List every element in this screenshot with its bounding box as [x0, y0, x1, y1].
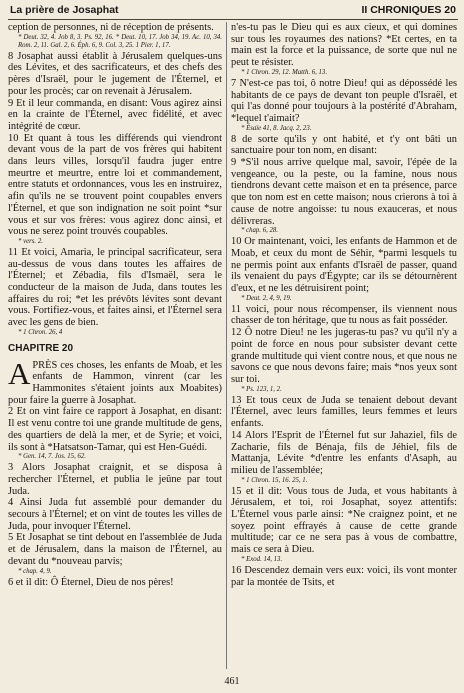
verse-text: 9 Et il leur commanda, en disant: Vous agirez ainsi en la crainte de l'Éternel, avec fidélité, et avec intégrité de cœur.: [8, 97, 222, 132]
verse-text: 10 Or maintenant, voici, les enfants de Hammon et de Moab, et ceux du mont de Séhir, *parmi lesquels tu ne permis point aux enfants d'Israël de passer, quand ils venaient du pays d'Égypte; car ils se détournèrent d'eux, et ne les détruisirent point;: [231, 236, 457, 295]
verse-text: 6 et il dit: Ô Éternel, Dieu de nos pères!: [8, 576, 174, 588]
page-number: 461: [224, 676, 240, 687]
verse-text: 15 et il dit: Vous tous de Juda, et vous habitants à Jérusalem, et toi, roi Josaphat, soyez attentifs: L'Éternel vous parle ainsi: *Ne craignez point, et ne soyez point effrayés à cause de cette grande multitude; car ce ne sera pas à vous de combattre, mais ce sera à Dieu.: [231, 485, 457, 556]
verse-text: 3 Alors Josaphat craignit, et se disposa à rechercher l'Éternel, et publia le jeûne par tout Juda.: [8, 462, 222, 497]
right-text-column: [231, 22, 457, 672]
verse-text: 4 Ainsi Juda fut assemblé pour demander du secours à l'Éternel; et on vint de toutes les villes de Juda, pour invoquer l'Éternel.: [8, 497, 222, 532]
verse-paragraph: [8, 577, 222, 589]
header-book-chapter: II CHRONIQUES 20: [361, 4, 456, 16]
column-divider: [226, 22, 227, 669]
cross-reference-note: * Deut. 2, 4, 9, 19.: [241, 294, 292, 302]
verse-paragraph: [8, 497, 222, 532]
verse-paragraph: [231, 78, 457, 125]
verse-text: 8 de sorte qu'ils y ont habité, et t'y ont bâti un sanctuaire pour ton nom, en disant:: [231, 133, 457, 157]
verse-paragraph: [8, 532, 222, 567]
verse-paragraph: [8, 247, 222, 329]
verse-text: 12 Ô notre Dieu! ne les jugeras-tu pas? vu qu'il n'y a point de force en nous pour subsister devant cette grande multitude qui vient contre nous, et que nous ne savons ce que nous devons faire; mais *nos yeux sont sur toi.: [231, 327, 457, 385]
verse-paragraph: [231, 486, 457, 556]
verse-text: 5 Et Josaphat se tint debout en l'assemblée de Juda et de Jérusalem, dans la maison de l'Éternel, au devant du *nouveau parvis;: [8, 532, 222, 567]
verse-text: n'es-tu pas le Dieu qui es aux cieux, et qui domines sur tous les royaumes des nations? *Et certes, en ta main est la force et la puissance, de sorte que nul ne peut te résister.: [231, 22, 457, 69]
verse-paragraph: [231, 134, 457, 157]
cross-reference-note: * chap. 4, 9.: [18, 567, 52, 575]
cross-reference-note: * 1 Chron. 15, 16. 25, 1.: [241, 476, 308, 484]
verse-text: ception de personnes, ni de réception de présents.: [8, 22, 214, 33]
verse-paragraph: [231, 157, 457, 227]
cross-reference-note: * Ésaïe 41, 8. Jacq. 2, 23.: [241, 124, 312, 132]
verse-text: 7 N'est-ce pas toi, ô notre Dieu! qui as dépossédé les habitants de ce pays de devant ton peuple d'Israël, et qui l'as donné pour toujours à la postérité d'Abraham, *lequel t'aimait?: [231, 77, 457, 124]
verse-text: 10 Et quant à tous les différends qui viendront devant vous de la part de vos frères qui habitent dans leurs villes, lorsqu'il faudra juger entre meurtre et meurtre, entre loi et commandement, entre statuts et ordonnances, vous les en instruirez, afin qu'ils ne se trouvent point coupables envers l'Éternel, et que son indignation ne soit point *sur vous et sur vos frères: vous agirez donc ainsi, et vous ne serez point trouvés coupables.: [8, 132, 222, 238]
cross-reference-note: * 1 Chron. 26, 4: [18, 328, 63, 336]
verse-text: 9 *S'il nous arrive quelque mal, savoir, l'épée de la vengeance, ou la peste, ou la famine, nous nous tiendrons devant cette maison et en ta présence, parce que ton nom est en cette maison; nous crierons à toi à cause de notre angoisse: tu nous exauceras, et nous délivreras.: [231, 157, 457, 227]
cross-reference-note: * 1 Chron. 29, 12. Matth. 6, 13.: [241, 68, 328, 76]
verse-text: 2 Et on vint faire ce rapport à Josaphat, en disant: Il est venu contre toi une grande multitude de gens, des quartiers de delà la mer, et de Syrie; et voici, ils sont à *Hatsatson-Tamar, qui est Hen-Guédi.: [8, 406, 222, 453]
verse-paragraph: [8, 462, 222, 497]
header-left-title: La prière de Josaphat: [10, 4, 119, 16]
left-text-column: [8, 22, 222, 672]
verse-paragraph: [8, 51, 222, 98]
verse-paragraph: [231, 304, 457, 327]
verse-paragraph: [8, 22, 222, 34]
drop-cap: A: [8, 355, 31, 391]
verse-text: 14 Alors l'Esprit de l'Éternel fut sur Jahaziel, fils de Zacharie, fils de Bénaja, fils de Jéhiel, fils de Mattanja, Lévite *d'entre les enfants d'Asaph, au milieu de l'assemblée;: [231, 429, 457, 476]
cross-reference-note: * Gen. 14, 7. Jos. 15, 62.: [18, 453, 86, 461]
verse-paragraph: [231, 430, 457, 477]
cross-reference-note: * Exod. 14, 13.: [241, 555, 283, 563]
verse-text: 11 voici, pour nous récompenser, ils viennent nous chasser de ton héritage, que tu nous as fait posséder.: [231, 303, 457, 327]
verse-paragraph: [8, 98, 222, 133]
verse-paragraph: [8, 133, 222, 238]
verse-paragraph: [231, 236, 457, 295]
cross-reference-note: * chap. 6, 28.: [241, 227, 279, 235]
verse-text: 13 Et tous ceux de Juda se tenaient debout devant l'Éternel, avec leurs familles, leurs femmes et leurs enfants.: [231, 394, 457, 430]
running-header: [10, 3, 456, 19]
cross-reference-note: * Deut. 32, 4. Job 8, 3. Ps. 92, 16. * Deut. 10, 17. Job 34, 19. Ac. 10, 34. Rom. 2, 11. Gal. 2, 6. Éph. 6, 9. Col. 3, 25. 1 Pier. 1, 17.: [18, 33, 222, 49]
cross-reference-note: * vers. 2.: [18, 237, 43, 245]
verse-paragraph: [231, 565, 457, 588]
verse-paragraph: [231, 395, 457, 430]
verse-paragraph: [8, 406, 222, 453]
verse-text: 11 Et voici, Amaria, le principal sacrificateur, sera au-dessus de vous dans toutes les affaires de l'Éternel; et Zébadia, fils d'Ismaël, sera le conducteur de la maison de Juda, dans toutes les affaires du roi; *et les prévôts lévites sont devant vous. Fortifiez-vous, et faites ainsi, et l'Éternel sera avec les gens de bien.: [8, 246, 222, 329]
verse-paragraph: [8, 355, 222, 407]
chapter-heading: CHAPITRE 20: [8, 342, 74, 354]
header-rule: [8, 19, 458, 20]
verse-paragraph: [231, 22, 457, 69]
cross-reference-note: * Ps. 123, 1, 2.: [241, 385, 282, 393]
verse-paragraph: [231, 327, 457, 386]
verse-text: 8 Josaphat aussi établit à Jérusalem quelques-uns des Lévites, et des sacrificateurs, et des chefs des pères d'Israël, pour le jugement de l'Éternel, et pour les procès; car on revenait à Jérusalem.: [8, 50, 222, 97]
verse-text: 16 Descendez demain vers eux: voici, ils vont monter par la montée de Tsits, et: [231, 564, 457, 588]
verse-text: PRÈS ces choses, les enfants de Moab, et les enfants de Hammon, vinrent (car les Hammonites s'étaient joints aux Moabites) pour faire la guerre à Josaphat.: [8, 359, 222, 406]
